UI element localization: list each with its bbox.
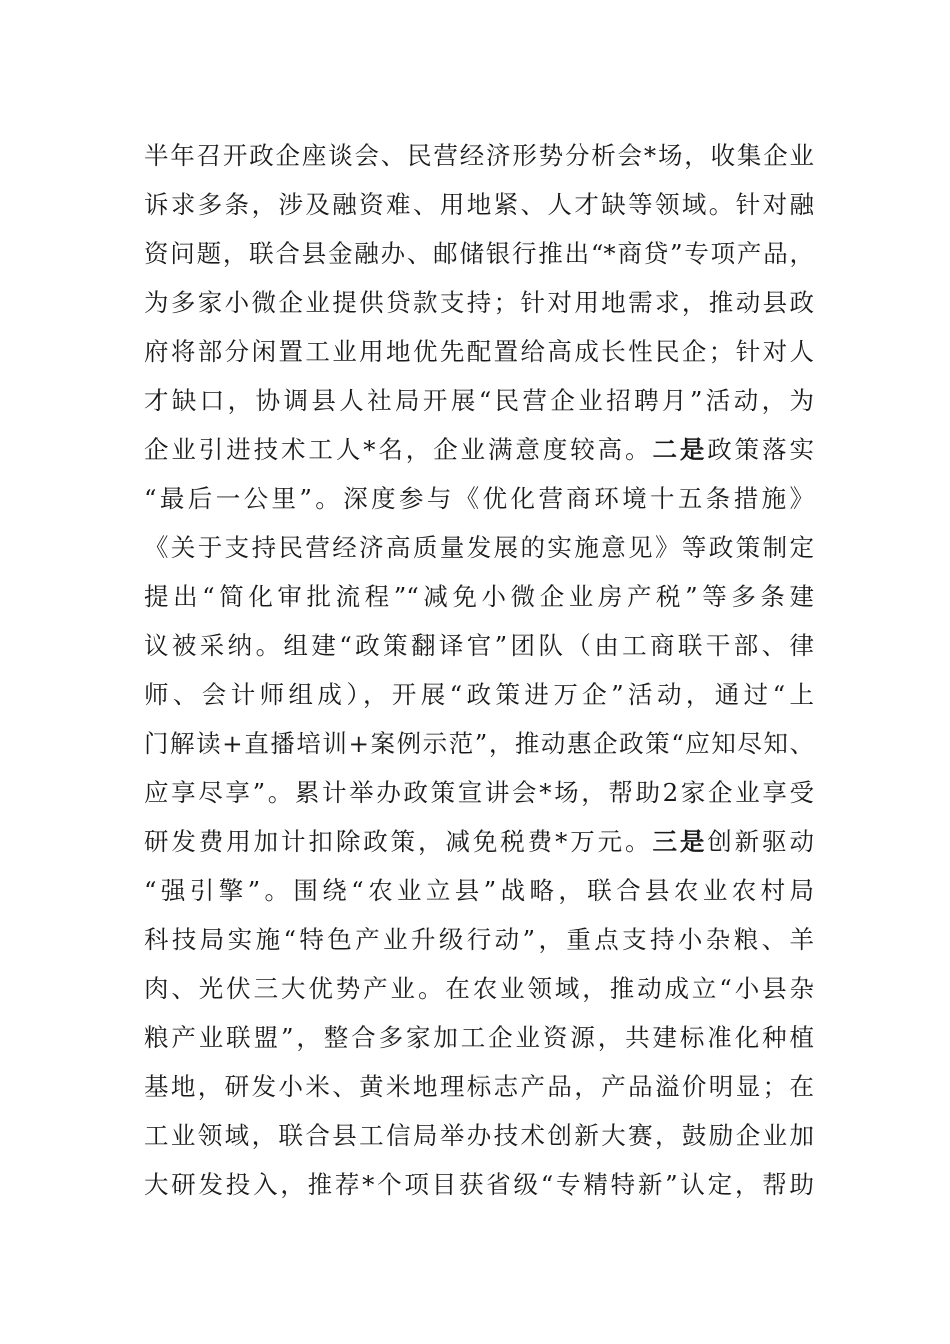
emphasis-keyword: 二是 <box>652 435 708 464</box>
text-line <box>144 768 814 817</box>
text-run: 政策落实 <box>707 435 814 464</box>
text-run: 科技局实施“特色产业升级行动”，重点支持小杂粮、羊 <box>144 925 814 954</box>
emphasis-keyword: 三是 <box>652 827 708 856</box>
text-run: 企业引进技术工人*名，企业满意度较高。 <box>144 435 653 464</box>
text-line <box>144 1160 814 1209</box>
text-run: 议被采纳。组建“政策翻译官”团队（由工商联干部、律 <box>144 631 814 660</box>
text-run: 大研发投入，推荐*个项目获省级“专精特新”认定，帮助 <box>144 1170 814 1199</box>
text-line <box>144 474 814 523</box>
text-line <box>144 572 814 621</box>
text-line <box>144 131 814 180</box>
text-run: 诉求多条，涉及融资难、用地紧、人才缺等领域。针对融 <box>144 190 814 219</box>
text-run: 才缺口，协调县人社局开展“民营企业招聘月”活动，为 <box>144 386 814 415</box>
text-line <box>144 719 814 768</box>
text-run: 工业领域，联合县工信局举办技术创新大赛，鼓励企业加 <box>144 1121 814 1150</box>
text-line <box>144 180 814 229</box>
text-run: 门解读+直播培训+案例示范”，推动惠企政策“应知尽知、 <box>144 729 814 758</box>
text-line <box>144 915 814 964</box>
text-line <box>144 376 814 425</box>
text-run: 师、会计师组成），开展“政策进万企”活动，通过“上 <box>144 680 814 709</box>
text-run: 粮产业联盟”，整合多家加工企业资源，共建标准化种植 <box>144 1023 814 1052</box>
text-line <box>144 523 814 572</box>
text-run: 提出“简化审批流程”“减免小微企业房产税”等多条建 <box>144 582 814 611</box>
body-text <box>144 131 814 1209</box>
text-run: 基地，研发小米、黄米地理标志产品，产品溢价明显；在 <box>144 1072 814 1101</box>
text-line <box>144 621 814 670</box>
text-line <box>144 1111 814 1160</box>
text-line <box>144 866 814 915</box>
text-run: 研发费用加计扣除政策，减免税费*万元。 <box>144 827 653 856</box>
text-run: 创新驱动 <box>707 827 814 856</box>
text-line <box>144 278 814 327</box>
text-line <box>144 1062 814 1111</box>
text-line <box>144 425 814 474</box>
text-run: 府将部分闲置工业用地优先配置给高成长性民企；针对人 <box>144 337 814 366</box>
text-line <box>144 817 814 866</box>
text-line <box>144 964 814 1013</box>
text-run: “强引擎”。围绕“农业立县”战略，联合县农业农村局 <box>144 876 814 905</box>
text-line <box>144 327 814 376</box>
text-run: “最后一公里”。深度参与《优化营商环境十五条措施》 <box>144 484 814 513</box>
text-run: 半年召开政企座谈会、民营经济形势分析会*场，收集企业 <box>144 141 814 170</box>
text-run: 资问题，联合县金融办、邮储银行推出“*商贷”专项产品， <box>144 239 814 268</box>
text-run: 肉、光伏三大优势产业。在农业领域，推动成立“小县杂 <box>144 974 814 1003</box>
text-line <box>144 670 814 719</box>
text-run: 应享尽享”。累计举办政策宣讲会*场，帮助2家企业享受 <box>144 778 814 807</box>
text-line <box>144 1013 814 1062</box>
text-run: 《关于支持民营经济高质量发展的实施意见》等政策制定 <box>144 533 814 562</box>
text-line <box>144 229 814 278</box>
text-run: 为多家小微企业提供贷款支持；针对用地需求，推动县政 <box>144 288 814 317</box>
